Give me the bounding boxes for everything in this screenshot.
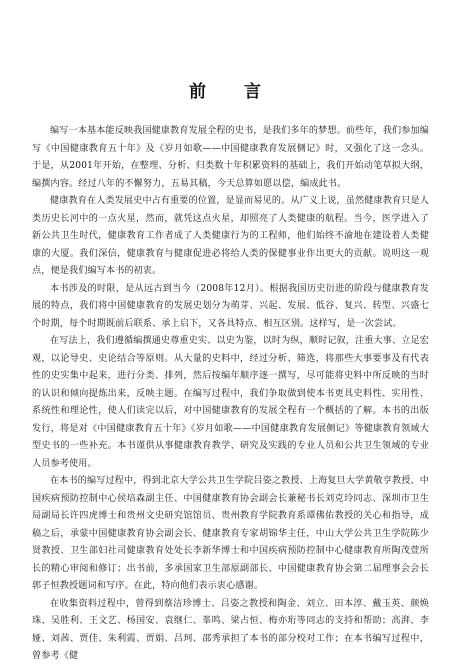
paragraph: 编写一本基本能反映我国健康教育发展全程的史书，是我们多年的梦想。前些年，我们参加编写《中国健康教育五十年》及《岁月如歌——中国健康教育发展侧记》时，又强化了这一念头。于是，从2001年开始，在整理、分析、归类数十年积累资料的基础上，我们开始动笔草拟大纲，编撰内容。经过八年的不懈努力，五易其稿，今天总算如愿以偿，编成此书。: [32, 126, 429, 189]
paragraph: 在本书的编写过程中，得到北京大学公共卫生学院吕姿之教授、上海复旦大学黄敬亨教授、中国疾病预防控制中心侯培森副主任、中国健康教育协会副会长兼秘书长刘克玲同志、深圳市卫生局副局长许四虎博士和贵州文史研究馆馆员、贵州教育学院教育系谭佛佑教授的关心和指导，成稿之后，承蒙中国健康教育协会副会长、健康教育专家胡锦华主任，中山大学公共卫生学院陈少贤教授、卫生部妇社司健康教育处处长李新华博士和中国疾病预防控制中心健康教育所陶茂萱所长的精心审阅和修订；出书前，多承国家卫生部原副部长、中国健康教育协会第二届理事会会长郭子恒教授题词和写序。在此，特向他们表示衷心感谢。: [32, 476, 429, 591]
paragraph: 健康教育在人类发展史中占有重要的位置，是显而易见的。从广义上说，虽然健康教育只是人类历史长河中的一点火星，然而，就凭这点火星，却照亮了人类健康的航程。当今，医学进入了新公共卫生时代，健康教育工作者成了人类健康行为的工程师，他们始终不渝地在建设着人类健康的大厦。我们深信，健康教育与健康促进必将给人类的保健事业作出更大的贡献。说明这一观点，便是我们编写本书的初衷。: [32, 196, 429, 276]
preface-body: [32, 123, 429, 666]
page-title: 前 言: [189, 82, 277, 102]
paragraph: 本书涉及的时限，是从远古到当今（2008年12月）。根据我国历史衍进的阶段与健康教育发展的特点，我们将中国健康教育的发展史划分为萌芽、兴起、发展、低谷、复兴、转型、兴盛七个时期，每个时期既前后联系、承上启下，又各具特点、相互区别。这样写，是一次尝试。: [32, 283, 429, 329]
paragraph: 在收集资料过程中，曾得到蔡洁珍博士、吕姿之教授和陶金、刘立、田本淳、戴玉英、颜焕珠、吴胜利、王文艺、杨国安、袁继仁、峯鸣、梁占恒、梅亦珩等同志的支持和帮助；高湃、李娅、刘茜、贾佳、朱利霞、贾娟、吕珂、邵秀承担了本书的部分校对工作；在本书编写过程中，曾参考《健: [32, 598, 429, 661]
paragraph: 在写法上，我们遵循编撰通史尊重史实、以史为鉴，以时为纵，顺时记叙，注重大事、立足宏观，以论导史、史论结合等原则。从大量的史料中，经过分析、筛选，将那些大事要事及有代表性的史实集中起来，进行分类、排列，然后按编年顺序逐一撰写，尽可能将史料中所反映的当时的认识和倾向提炼出来，反映主题。在编写过程中，我们争取做到使本书更具史料性、实用性、系统性和理论性，使人们读完以后，对中国健康教育的发展全程有一个概括的了解。本书的出版发行，将是对《中国健康教育五十年》《岁月如歌——中国健康教育发展侧记》等健康教育领域大型史书的一些补充。本书谨供从事健康教育教学、研究及实践的专业人员和公共卫生领域的专业人员参考使用。: [32, 336, 429, 469]
